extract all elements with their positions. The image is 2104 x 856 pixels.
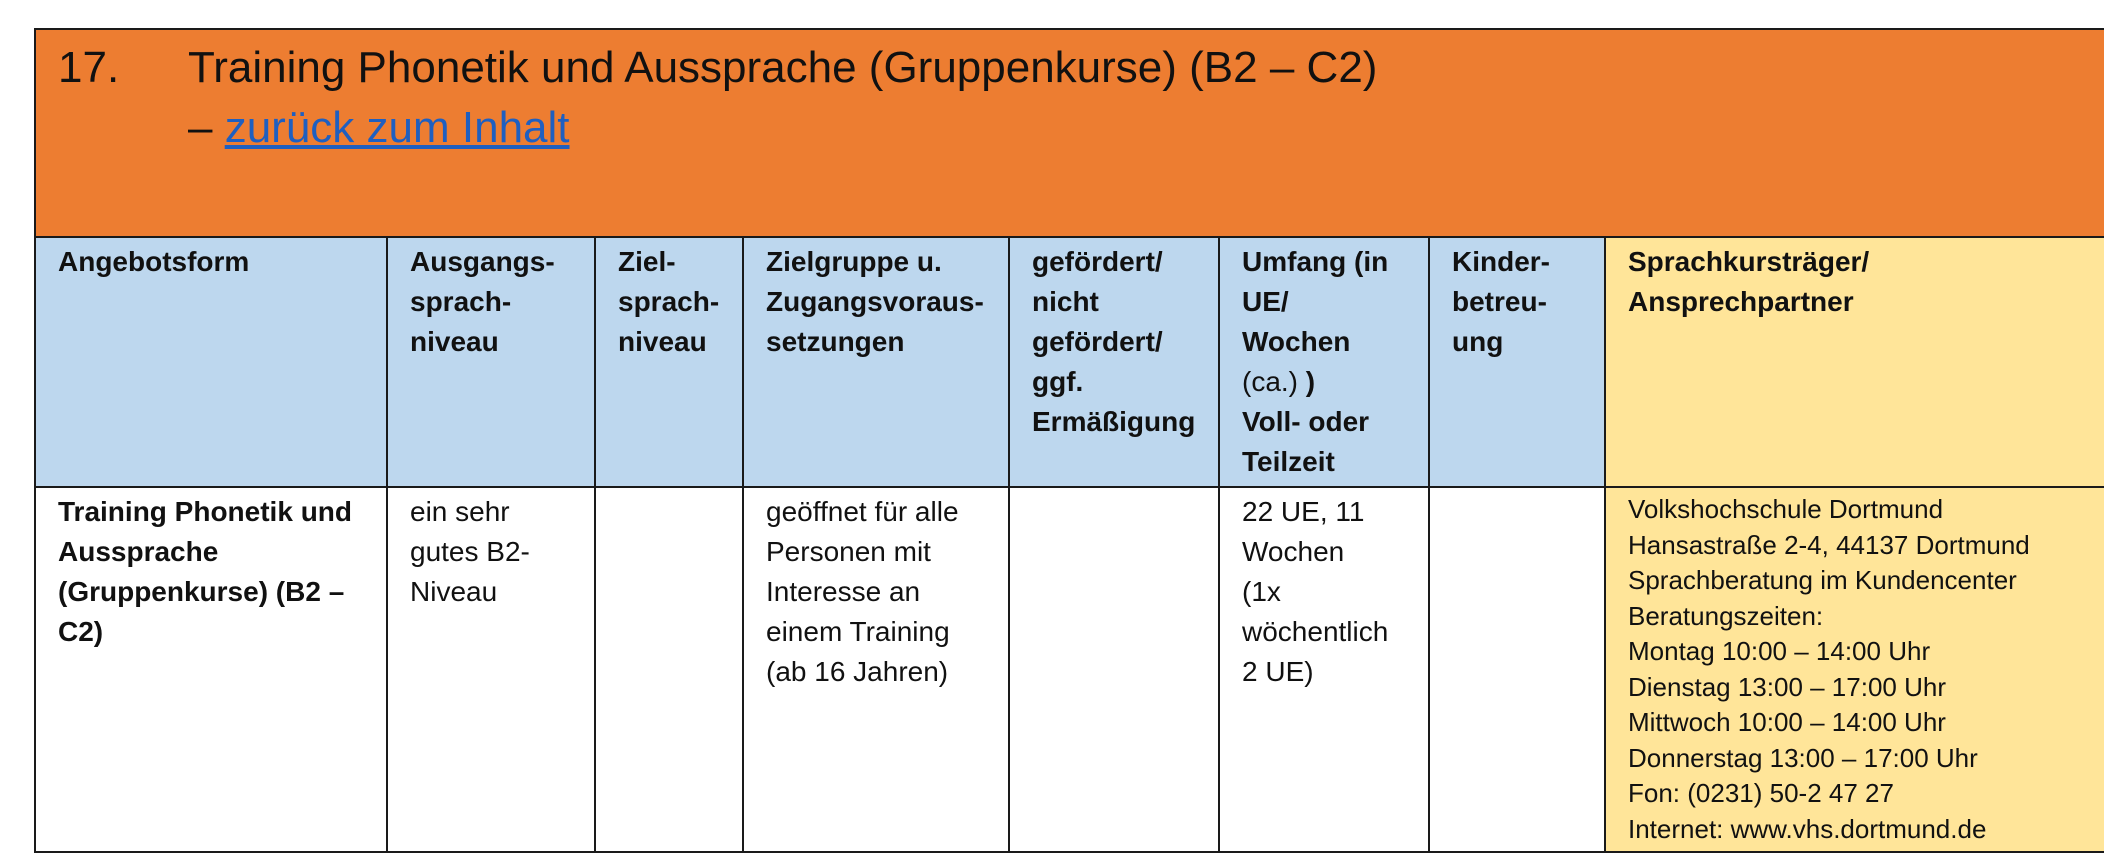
header-line: Ausgangs- xyxy=(410,246,555,277)
header-angebotsform xyxy=(35,237,387,487)
header-line: gefördert/ xyxy=(1032,246,1163,277)
cell-line: Niveau xyxy=(410,576,498,607)
header-line: Teilzeit xyxy=(1242,446,1335,477)
header-line: Ziel- xyxy=(618,246,676,277)
header-foerderung xyxy=(1009,237,1219,487)
contact-line: Volkshochschule Dortmund xyxy=(1628,494,1944,524)
header-line: Voll- oder xyxy=(1242,406,1370,437)
cell-kinderbetreuung xyxy=(1429,487,1605,852)
cell-line: wöchentlich xyxy=(1242,616,1389,647)
cell-line: einem Training xyxy=(766,616,950,647)
header-line: ggf. xyxy=(1032,366,1084,397)
header-line: Umfang (in xyxy=(1242,246,1389,277)
header-line: niveau xyxy=(410,326,499,357)
cell-foerderung xyxy=(1009,487,1219,852)
dash: – xyxy=(188,103,225,152)
header-kinderbetreuung xyxy=(1429,237,1605,487)
header-line: ung xyxy=(1452,326,1504,357)
header-line: sprach- xyxy=(618,286,720,317)
header-ausgangssprachniveau xyxy=(387,237,595,487)
cell-zielsprachniveau xyxy=(595,487,743,852)
course-table xyxy=(34,28,2104,853)
section-title-block xyxy=(188,38,1377,158)
header-line: Sprachkursträger/ xyxy=(1628,246,1870,277)
title-row xyxy=(35,29,2104,237)
header-line-ca xyxy=(1242,362,1418,402)
header-line: Zugangsvoraus- xyxy=(766,286,984,317)
back-link-line xyxy=(188,98,1377,158)
cell-line: (ab 16 Jahren) xyxy=(766,656,949,687)
cell-line: gutes B2- xyxy=(410,536,530,567)
header-line: Ansprechpartner xyxy=(1628,286,1854,317)
section-number: 17. xyxy=(58,43,120,92)
cell-line: 2 UE) xyxy=(1242,656,1314,687)
header-line: setzungen xyxy=(766,326,905,357)
header-ca-close: ) xyxy=(1298,366,1316,397)
table-row xyxy=(35,487,2104,852)
cell-text xyxy=(1430,488,1604,496)
header-line: gefördert/ xyxy=(1032,326,1163,357)
cell-zielgruppe xyxy=(743,487,1009,852)
cell-line: ein sehr xyxy=(410,496,510,527)
header-line: betreu- xyxy=(1452,286,1547,317)
contact-line: Donnerstag 13:00 – 17:00 Uhr xyxy=(1628,742,1978,773)
header-line: sprach- xyxy=(410,286,512,317)
header-ca: (ca.) xyxy=(1242,366,1298,397)
header-zielgruppe xyxy=(743,237,1009,487)
cell-text xyxy=(1010,488,1218,496)
header-umfang xyxy=(1219,237,1429,487)
cell-line: (Gruppenkurse) (B2 – xyxy=(58,576,345,607)
section-title: Training Phonetik und Aussprache (Gruppenkurse) (B2 – C2) xyxy=(188,43,1378,92)
contact-line: Sprachberatung im Kundencenter xyxy=(1628,565,2017,595)
cell-umfang xyxy=(1219,487,1429,852)
header-line: UE/ xyxy=(1242,286,1289,317)
contact-line: Fon: (0231) 50-2 47 27 xyxy=(1628,778,1894,808)
cell-line: Aussprache xyxy=(58,536,219,567)
cell-line: Wochen xyxy=(1242,536,1345,567)
header-row xyxy=(35,237,2104,487)
header-line: Ermäßigung xyxy=(1032,406,1196,437)
contact-line: Hansastraße 2-4, 44137 Dortmund xyxy=(1628,529,2030,560)
cell-text xyxy=(596,488,742,496)
header-line: Zielgruppe u. xyxy=(766,246,942,277)
back-to-contents-link[interactable]: zurück zum Inhalt xyxy=(224,103,570,152)
cell-line: Interesse an xyxy=(766,576,921,607)
cell-line: 22 UE, 11 xyxy=(1242,496,1365,527)
cell-angebotsform xyxy=(35,487,387,852)
header-traeger xyxy=(1605,237,2104,487)
cell-line: C2) xyxy=(58,616,104,647)
cell-line: (1x xyxy=(1242,576,1281,607)
header-line: niveau xyxy=(618,326,707,357)
header-zielsprachniveau xyxy=(595,237,743,487)
header-line: Angebotsform xyxy=(58,246,250,277)
cell-line: Personen mit xyxy=(766,536,931,567)
header-line: Wochen xyxy=(1242,326,1351,357)
cell-line: geöffnet für alle xyxy=(766,496,959,527)
cell-traeger xyxy=(1605,487,2104,852)
header-line: nicht xyxy=(1032,286,1099,317)
contact-line: Internet: www.vhs.dortmund.de xyxy=(1628,813,1987,844)
section-title-cell xyxy=(35,29,2104,237)
header-line: Kinder- xyxy=(1452,246,1550,277)
cell-line: Training Phonetik und xyxy=(58,496,352,527)
cell-ausgangssprachniveau xyxy=(387,487,595,852)
contact-line: Beratungszeiten: xyxy=(1628,600,1824,631)
contact-line: Mittwoch 10:00 – 14:00 Uhr xyxy=(1628,707,1946,737)
contact-line: Dienstag 13:00 – 17:00 Uhr xyxy=(1628,671,1946,702)
contact-line: Montag 10:00 – 14:00 Uhr xyxy=(1628,636,1931,666)
